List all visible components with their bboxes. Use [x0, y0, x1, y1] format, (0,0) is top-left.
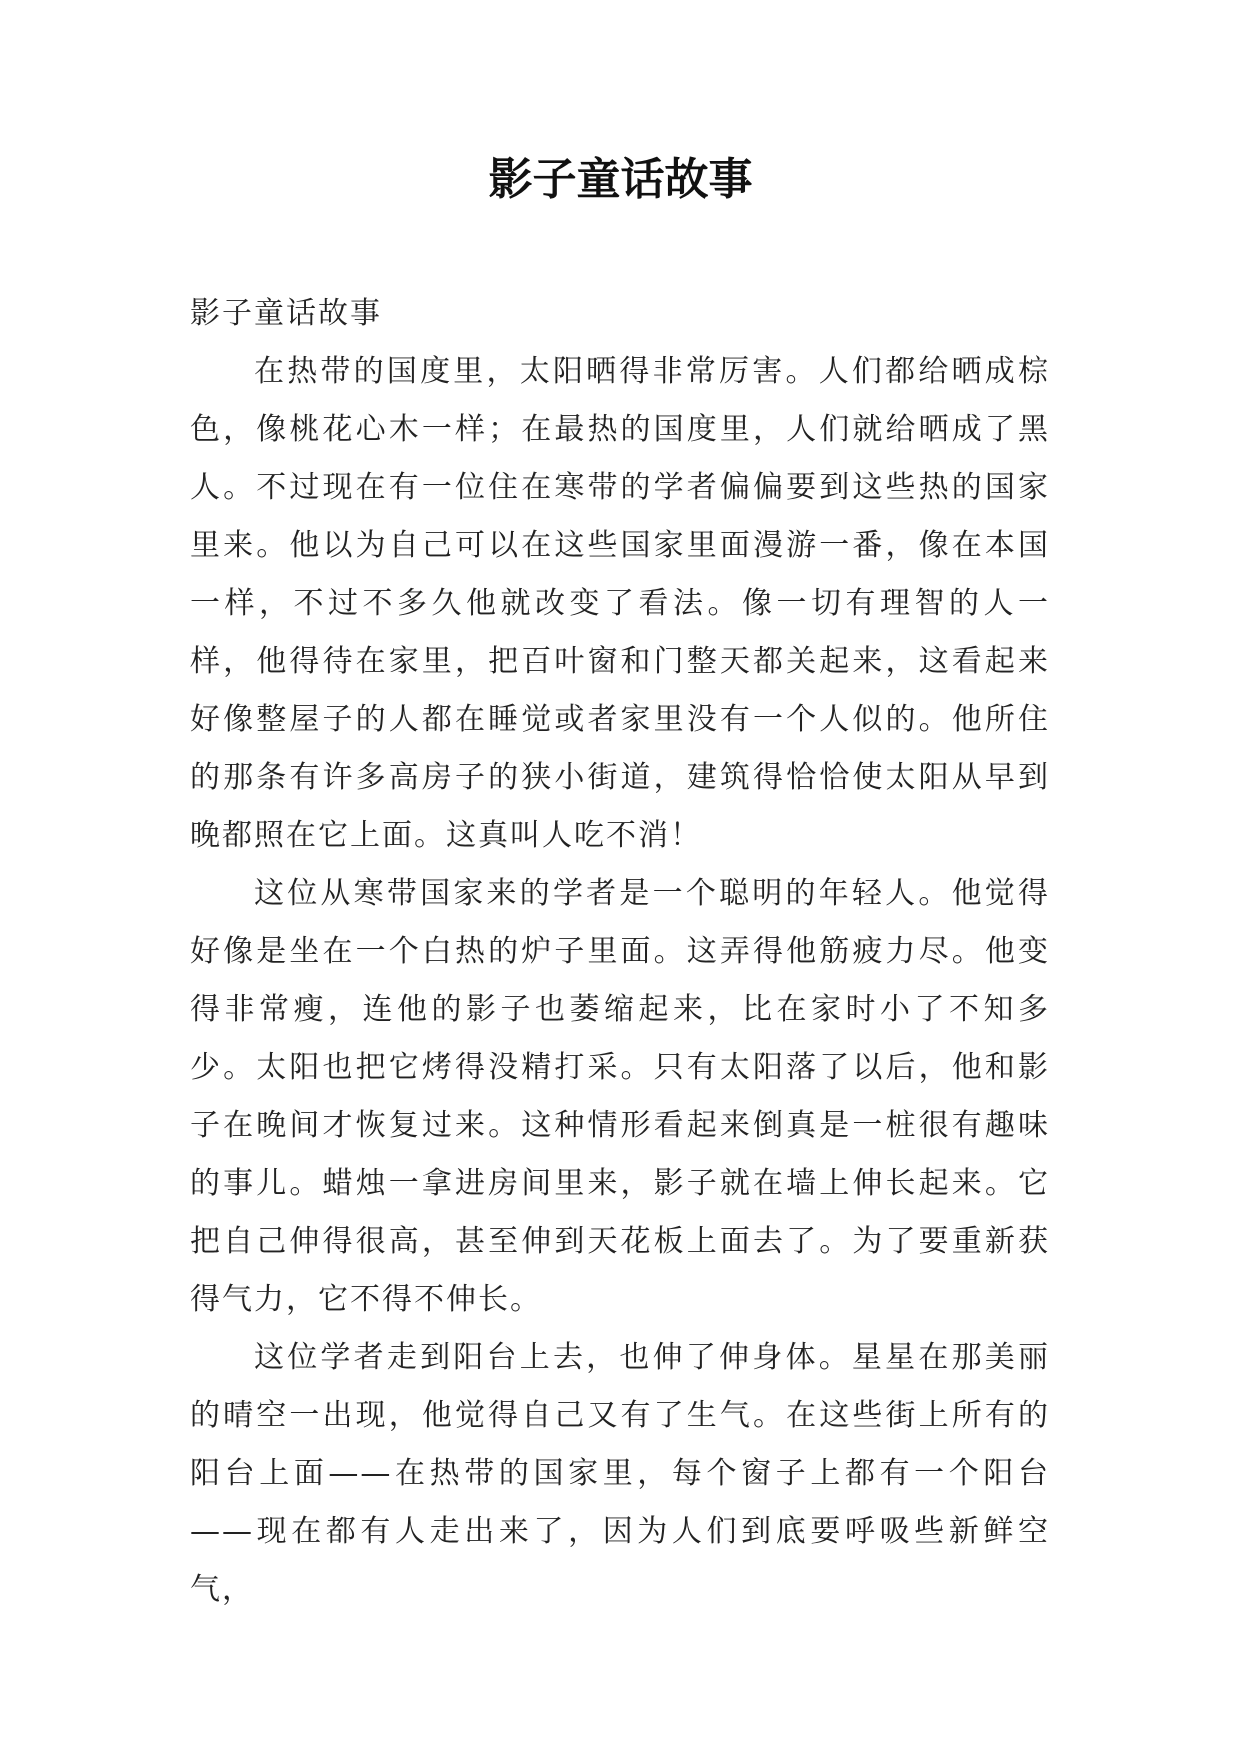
paragraph-1: 在热带的国度里，太阳晒得非常厉害。人们都给晒成棕色，像桃花心木一样；在最热的国度里，人们就给晒成了黑人。不过现在有一位住在寒带的学者偏偏要到这些热的国家里来。他以为自己可以在这些国家里面漫游一番，像在本国一样，不过不多久他就改变了看法。像一切有理智的人一样，他得待在家里，把百叶窗和门整天都关起来，这看起来好像整屋子的人都在睡觉或者家里没有一个人似的。他所住的那条有许多高房子的狭小街道，建筑得恰恰使太阳从早到晚都照在它上面。这真叫人吃不消！	[190, 354, 1050, 853]
document-title: 影子童话故事	[488, 154, 753, 205]
document-body	[190, 285, 1050, 1619]
document-subtitle: 影子童话故事	[190, 296, 382, 331]
paragraph-3: 这位学者走到阳台上去，也伸了伸身体。星星在那美丽的晴空一出现，他觉得自己又有了生气。在这些街上所有的阳台上面——在热带的国家里，每个窗子上都有一个阳台——现在都有人走出来了，因为人们到底要呼吸些新鲜空气，	[190, 1340, 1050, 1607]
paragraph-2: 这位从寒带国家来的学者是一个聪明的年轻人。他觉得好像是坐在一个白热的炉子里面。这弄得他筋疲力尽。他变得非常瘦，连他的影子也萎缩起来，比在家时小了不知多少。太阳也把它烤得没精打采。只有太阳落了以后，他和影子在晚间才恢复过来。这种情形看起来倒真是一桩很有趣味的事儿。蜡烛一拿进房间里来，影子就在墙上伸长起来。它把自己伸得很高，甚至伸到天花板上面去了。为了要重新获得气力，它不得不伸长。	[190, 876, 1050, 1317]
